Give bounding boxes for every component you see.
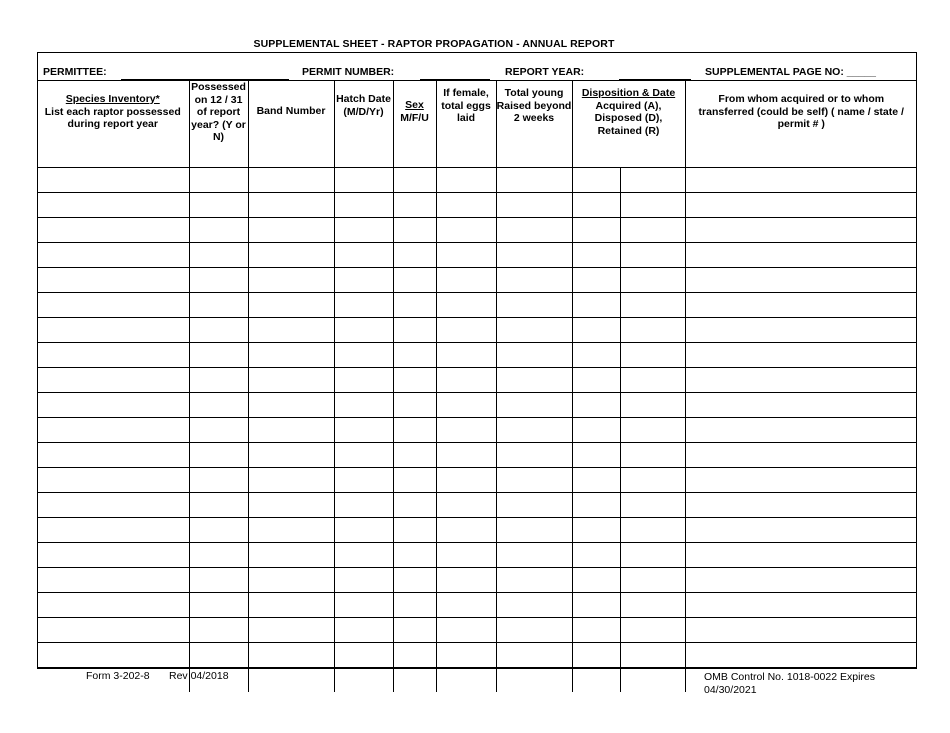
cell-young-raised[interactable]	[496, 643, 572, 668]
cell-eggs-laid[interactable]	[436, 593, 496, 618]
cell-hatch-date[interactable]	[334, 668, 393, 693]
cell-eggs-laid[interactable]	[436, 368, 496, 393]
cell-species[interactable]	[37, 568, 189, 593]
cell-hatch-date[interactable]	[334, 468, 393, 493]
cell-band-number[interactable]	[248, 268, 334, 293]
cell-band-number[interactable]	[248, 468, 334, 493]
cell-disposition-date[interactable]	[572, 643, 620, 668]
cell-disposition-code[interactable]	[620, 493, 685, 518]
cell-hatch-date[interactable]	[334, 593, 393, 618]
cell-band-number[interactable]	[248, 618, 334, 643]
table-row	[37, 468, 917, 493]
cell-species[interactable]	[37, 218, 189, 243]
cell-from-whom[interactable]	[685, 493, 917, 518]
disposition-subheading: Acquired (A), Disposed (D), Retained (R)	[594, 99, 663, 137]
cell-band-number[interactable]	[248, 368, 334, 393]
cell-disposition-code[interactable]	[620, 193, 685, 218]
cell-band-number[interactable]	[248, 593, 334, 618]
cell-hatch-date[interactable]	[334, 368, 393, 393]
cell-species[interactable]	[37, 493, 189, 518]
cell-from-whom[interactable]	[685, 593, 917, 618]
cell-hatch-date[interactable]	[334, 518, 393, 543]
table-row	[37, 168, 917, 193]
cell-young-raised[interactable]	[496, 593, 572, 618]
form-number: Form 3-202-8	[86, 670, 150, 682]
cell-from-whom[interactable]	[685, 618, 917, 643]
cell-sex[interactable]	[393, 568, 436, 593]
cell-sex[interactable]	[393, 493, 436, 518]
cell-band-number[interactable]	[248, 393, 334, 418]
table-row	[37, 643, 917, 668]
cell-band-number[interactable]	[248, 568, 334, 593]
permit-number-label: PERMIT NUMBER:	[302, 66, 395, 78]
inventory-body	[37, 168, 917, 693]
cell-eggs-laid[interactable]	[436, 443, 496, 468]
table-row	[37, 493, 917, 518]
sex-heading: Sex	[405, 99, 424, 111]
col-young-raised: Total young Raised beyond 2 weeks	[496, 81, 572, 168]
cell-disposition-code[interactable]	[620, 343, 685, 368]
cell-from-whom[interactable]	[685, 268, 917, 293]
cell-disposition-date[interactable]	[572, 268, 620, 293]
header-row	[37, 52, 917, 81]
cell-eggs-laid[interactable]	[436, 393, 496, 418]
cell-from-whom[interactable]	[685, 168, 917, 193]
cell-sex[interactable]	[393, 193, 436, 218]
cell-species[interactable]	[37, 643, 189, 668]
cell-hatch-date[interactable]	[334, 643, 393, 668]
cell-young-raised[interactable]	[496, 443, 572, 468]
cell-species[interactable]	[37, 193, 189, 218]
cell-disposition-date[interactable]	[572, 468, 620, 493]
col-band-number: Band Number	[248, 81, 334, 168]
cell-hatch-date[interactable]	[334, 168, 393, 193]
cell-disposition-date[interactable]	[572, 368, 620, 393]
table-row	[37, 618, 917, 643]
cell-sex[interactable]	[393, 618, 436, 643]
cell-sex[interactable]	[393, 293, 436, 318]
cell-eggs-laid[interactable]	[436, 643, 496, 668]
cell-possessed[interactable]	[189, 443, 248, 468]
permittee-field[interactable]	[121, 79, 289, 80]
cell-band-number[interactable]	[248, 193, 334, 218]
cell-eggs-laid[interactable]	[436, 618, 496, 643]
cell-sex[interactable]	[393, 218, 436, 243]
cell-disposition-date[interactable]	[572, 393, 620, 418]
cell-hatch-date[interactable]	[334, 543, 393, 568]
cell-from-whom[interactable]	[685, 243, 917, 268]
cell-disposition-date[interactable]	[572, 618, 620, 643]
cell-from-whom[interactable]	[685, 318, 917, 343]
cell-from-whom[interactable]	[685, 468, 917, 493]
cell-young-raised[interactable]	[496, 318, 572, 343]
supplemental-page-label: SUPPLEMENTAL PAGE NO: _____	[705, 66, 876, 78]
cell-species[interactable]	[37, 393, 189, 418]
cell-species[interactable]	[37, 418, 189, 443]
cell-disposition-date[interactable]	[572, 343, 620, 368]
cell-band-number[interactable]	[248, 518, 334, 543]
cell-disposition-date[interactable]	[572, 593, 620, 618]
cell-possessed[interactable]	[189, 568, 248, 593]
cell-disposition-date[interactable]	[572, 243, 620, 268]
cell-disposition-code[interactable]	[620, 443, 685, 468]
cell-sex[interactable]	[393, 318, 436, 343]
cell-eggs-laid[interactable]	[436, 293, 496, 318]
cell-hatch-date[interactable]	[334, 393, 393, 418]
cell-eggs-laid[interactable]	[436, 543, 496, 568]
cell-hatch-date[interactable]	[334, 193, 393, 218]
col-eggs-laid: If female, total eggs laid	[436, 81, 496, 168]
cell-possessed[interactable]	[189, 493, 248, 518]
report-year-field[interactable]	[619, 79, 691, 80]
cell-possessed[interactable]	[189, 318, 248, 343]
cell-from-whom[interactable]	[685, 218, 917, 243]
species-subheading: List each raptor possessed during report year	[44, 105, 181, 130]
cell-eggs-laid[interactable]	[436, 218, 496, 243]
cell-young-raised[interactable]	[496, 243, 572, 268]
cell-band-number[interactable]	[248, 343, 334, 368]
cell-species[interactable]	[37, 368, 189, 393]
col-from-whom	[685, 81, 917, 168]
cell-young-raised[interactable]	[496, 468, 572, 493]
cell-sex[interactable]	[393, 468, 436, 493]
cell-from-whom[interactable]	[685, 643, 917, 668]
cell-young-raised[interactable]	[496, 268, 572, 293]
cell-disposition-date[interactable]	[572, 493, 620, 518]
cell-species[interactable]	[37, 268, 189, 293]
cell-disposition-date[interactable]	[572, 518, 620, 543]
table-row	[37, 218, 917, 243]
cell-eggs-laid[interactable]	[436, 493, 496, 518]
table-row	[37, 443, 917, 468]
table-row	[37, 393, 917, 418]
cell-disposition-date[interactable]	[572, 443, 620, 468]
cell-sex[interactable]	[393, 268, 436, 293]
cell-young-raised[interactable]	[496, 618, 572, 643]
cell-eggs-laid[interactable]	[436, 243, 496, 268]
cell-species[interactable]	[37, 468, 189, 493]
col-hatch-date: Hatch Date (M/D/Yr)	[334, 81, 393, 168]
cell-eggs-laid[interactable]	[436, 193, 496, 218]
cell-sex[interactable]	[393, 593, 436, 618]
cell-hatch-date[interactable]	[334, 618, 393, 643]
cell-possessed[interactable]	[189, 368, 248, 393]
cell-eggs-laid[interactable]	[436, 343, 496, 368]
table-row	[37, 318, 917, 343]
cell-disposition-date[interactable]	[572, 218, 620, 243]
cell-disposition-code[interactable]	[620, 593, 685, 618]
cell-species[interactable]	[37, 318, 189, 343]
cell-possessed[interactable]	[189, 643, 248, 668]
permittee-label: PERMITTEE:	[43, 66, 107, 78]
cell-sex[interactable]	[393, 418, 436, 443]
cell-from-whom[interactable]	[685, 293, 917, 318]
cell-disposition-code[interactable]	[620, 668, 685, 693]
cell-disposition-code[interactable]	[620, 393, 685, 418]
cell-band-number[interactable]	[248, 418, 334, 443]
table-row	[37, 243, 917, 268]
cell-young-raised[interactable]	[496, 668, 572, 693]
cell-from-whom[interactable]	[685, 393, 917, 418]
cell-sex[interactable]	[393, 443, 436, 468]
omb-expiration: 04/30/2021	[704, 684, 757, 696]
cell-disposition-code[interactable]	[620, 543, 685, 568]
cell-band-number[interactable]	[248, 668, 334, 693]
cell-disposition-code[interactable]	[620, 618, 685, 643]
cell-disposition-code[interactable]	[620, 293, 685, 318]
cell-young-raised[interactable]	[496, 518, 572, 543]
cell-eggs-laid[interactable]	[436, 418, 496, 443]
cell-species[interactable]	[37, 343, 189, 368]
cell-young-raised[interactable]	[496, 543, 572, 568]
cell-sex[interactable]	[393, 343, 436, 368]
omb-control: OMB Control No. 1018-0022 Expires	[704, 671, 875, 683]
form-title: SUPPLEMENTAL SHEET - RAPTOR PROPAGATION - ANNUAL REPORT	[253, 38, 615, 50]
disposition-heading: Disposition & Date	[581, 87, 676, 99]
cell-young-raised[interactable]	[496, 218, 572, 243]
cell-possessed[interactable]	[189, 418, 248, 443]
cell-species[interactable]	[37, 168, 189, 193]
table-row	[37, 518, 917, 543]
table-row	[37, 368, 917, 393]
cell-sex[interactable]	[393, 643, 436, 668]
cell-possessed[interactable]	[189, 243, 248, 268]
cell-disposition-code[interactable]	[620, 368, 685, 393]
cell-possessed[interactable]	[189, 518, 248, 543]
cell-eggs-laid[interactable]	[436, 668, 496, 693]
cell-from-whom[interactable]	[685, 518, 917, 543]
cell-eggs-laid[interactable]	[436, 168, 496, 193]
cell-disposition-code[interactable]	[620, 318, 685, 343]
cell-hatch-date[interactable]	[334, 418, 393, 443]
inventory-table	[37, 81, 917, 692]
cell-sex[interactable]	[393, 168, 436, 193]
cell-eggs-laid[interactable]	[436, 468, 496, 493]
cell-possessed[interactable]	[189, 268, 248, 293]
cell-disposition-code[interactable]	[620, 168, 685, 193]
cell-hatch-date[interactable]	[334, 218, 393, 243]
cell-young-raised[interactable]	[496, 368, 572, 393]
cell-from-whom[interactable]	[685, 368, 917, 393]
cell-band-number[interactable]	[248, 168, 334, 193]
cell-young-raised[interactable]	[496, 418, 572, 443]
cell-possessed[interactable]	[189, 468, 248, 493]
cell-possessed[interactable]	[189, 618, 248, 643]
cell-from-whom[interactable]	[685, 193, 917, 218]
cell-from-whom[interactable]	[685, 343, 917, 368]
cell-disposition-code[interactable]	[620, 643, 685, 668]
cell-hatch-date[interactable]	[334, 493, 393, 518]
cell-disposition-code[interactable]	[620, 218, 685, 243]
cell-sex[interactable]	[393, 243, 436, 268]
permit-number-field[interactable]	[420, 79, 490, 80]
cell-eggs-laid[interactable]	[436, 518, 496, 543]
col-sex	[393, 81, 436, 168]
cell-species[interactable]	[37, 593, 189, 618]
cell-disposition-date[interactable]	[572, 418, 620, 443]
cell-possessed[interactable]	[189, 193, 248, 218]
cell-young-raised[interactable]	[496, 493, 572, 518]
cell-disposition-date[interactable]	[572, 668, 620, 693]
cell-band-number[interactable]	[248, 243, 334, 268]
cell-possessed[interactable]	[189, 593, 248, 618]
col-possessed: Possessed on 12 / 31 of report year? (Y or N)	[189, 81, 248, 168]
cell-species[interactable]	[37, 618, 189, 643]
table-row	[37, 593, 917, 618]
table-row	[37, 268, 917, 293]
cell-possessed[interactable]	[189, 168, 248, 193]
cell-sex[interactable]	[393, 668, 436, 693]
table-row	[37, 543, 917, 568]
cell-from-whom[interactable]	[685, 568, 917, 593]
cell-from-whom[interactable]	[685, 543, 917, 568]
cell-species[interactable]	[37, 243, 189, 268]
cell-hatch-date[interactable]	[334, 243, 393, 268]
cell-disposition-date[interactable]	[572, 543, 620, 568]
cell-sex[interactable]	[393, 518, 436, 543]
col-disposition	[572, 81, 685, 168]
cell-from-whom[interactable]	[685, 443, 917, 468]
cell-young-raised[interactable]	[496, 568, 572, 593]
cell-sex[interactable]	[393, 393, 436, 418]
cell-possessed[interactable]	[189, 218, 248, 243]
table-row	[37, 568, 917, 593]
from-whom-heading: From whom acquired or to whom transferred (could be self) ( name / state / permit # )	[698, 93, 904, 130]
cell-eggs-laid[interactable]	[436, 568, 496, 593]
table-row	[37, 293, 917, 318]
cell-band-number[interactable]	[248, 643, 334, 668]
cell-species[interactable]	[37, 443, 189, 468]
cell-disposition-code[interactable]	[620, 268, 685, 293]
cell-disposition-code[interactable]	[620, 468, 685, 493]
cell-band-number[interactable]	[248, 493, 334, 518]
table-row	[37, 193, 917, 218]
cell-young-raised[interactable]	[496, 393, 572, 418]
cell-disposition-date[interactable]	[572, 168, 620, 193]
cell-young-raised[interactable]	[496, 193, 572, 218]
cell-hatch-date[interactable]	[334, 293, 393, 318]
cell-disposition-code[interactable]	[620, 568, 685, 593]
cell-band-number[interactable]	[248, 443, 334, 468]
table-row	[37, 343, 917, 368]
cell-disposition-date[interactable]	[572, 293, 620, 318]
cell-disposition-date[interactable]	[572, 193, 620, 218]
cell-disposition-code[interactable]	[620, 243, 685, 268]
cell-sex[interactable]	[393, 368, 436, 393]
species-heading: Species Inventory*	[65, 93, 160, 105]
cell-disposition-date[interactable]	[572, 318, 620, 343]
cell-band-number[interactable]	[248, 318, 334, 343]
cell-disposition-date[interactable]	[572, 568, 620, 593]
cell-band-number[interactable]	[248, 218, 334, 243]
cell-hatch-date[interactable]	[334, 568, 393, 593]
report-year-label: REPORT YEAR:	[505, 66, 585, 78]
cell-hatch-date[interactable]	[334, 318, 393, 343]
cell-species[interactable]	[37, 543, 189, 568]
table-row	[37, 418, 917, 443]
cell-possessed[interactable]	[189, 343, 248, 368]
revision-date: Rev 04/2018	[169, 670, 229, 682]
cell-disposition-code[interactable]	[620, 418, 685, 443]
cell-eggs-laid[interactable]	[436, 268, 496, 293]
cell-band-number[interactable]	[248, 293, 334, 318]
cell-species[interactable]	[37, 293, 189, 318]
cell-young-raised[interactable]	[496, 168, 572, 193]
cell-species[interactable]	[37, 518, 189, 543]
cell-hatch-date[interactable]	[334, 268, 393, 293]
cell-eggs-laid[interactable]	[436, 318, 496, 343]
cell-possessed[interactable]	[189, 543, 248, 568]
cell-possessed[interactable]	[189, 293, 248, 318]
cell-young-raised[interactable]	[496, 293, 572, 318]
cell-young-raised[interactable]	[496, 343, 572, 368]
cell-from-whom[interactable]	[685, 418, 917, 443]
cell-hatch-date[interactable]	[334, 343, 393, 368]
cell-possessed[interactable]	[189, 393, 248, 418]
cell-band-number[interactable]	[248, 543, 334, 568]
cell-hatch-date[interactable]	[334, 443, 393, 468]
col-species	[37, 81, 189, 168]
sex-subheading: M/F/U	[400, 111, 429, 124]
cell-disposition-code[interactable]	[620, 518, 685, 543]
cell-sex[interactable]	[393, 543, 436, 568]
